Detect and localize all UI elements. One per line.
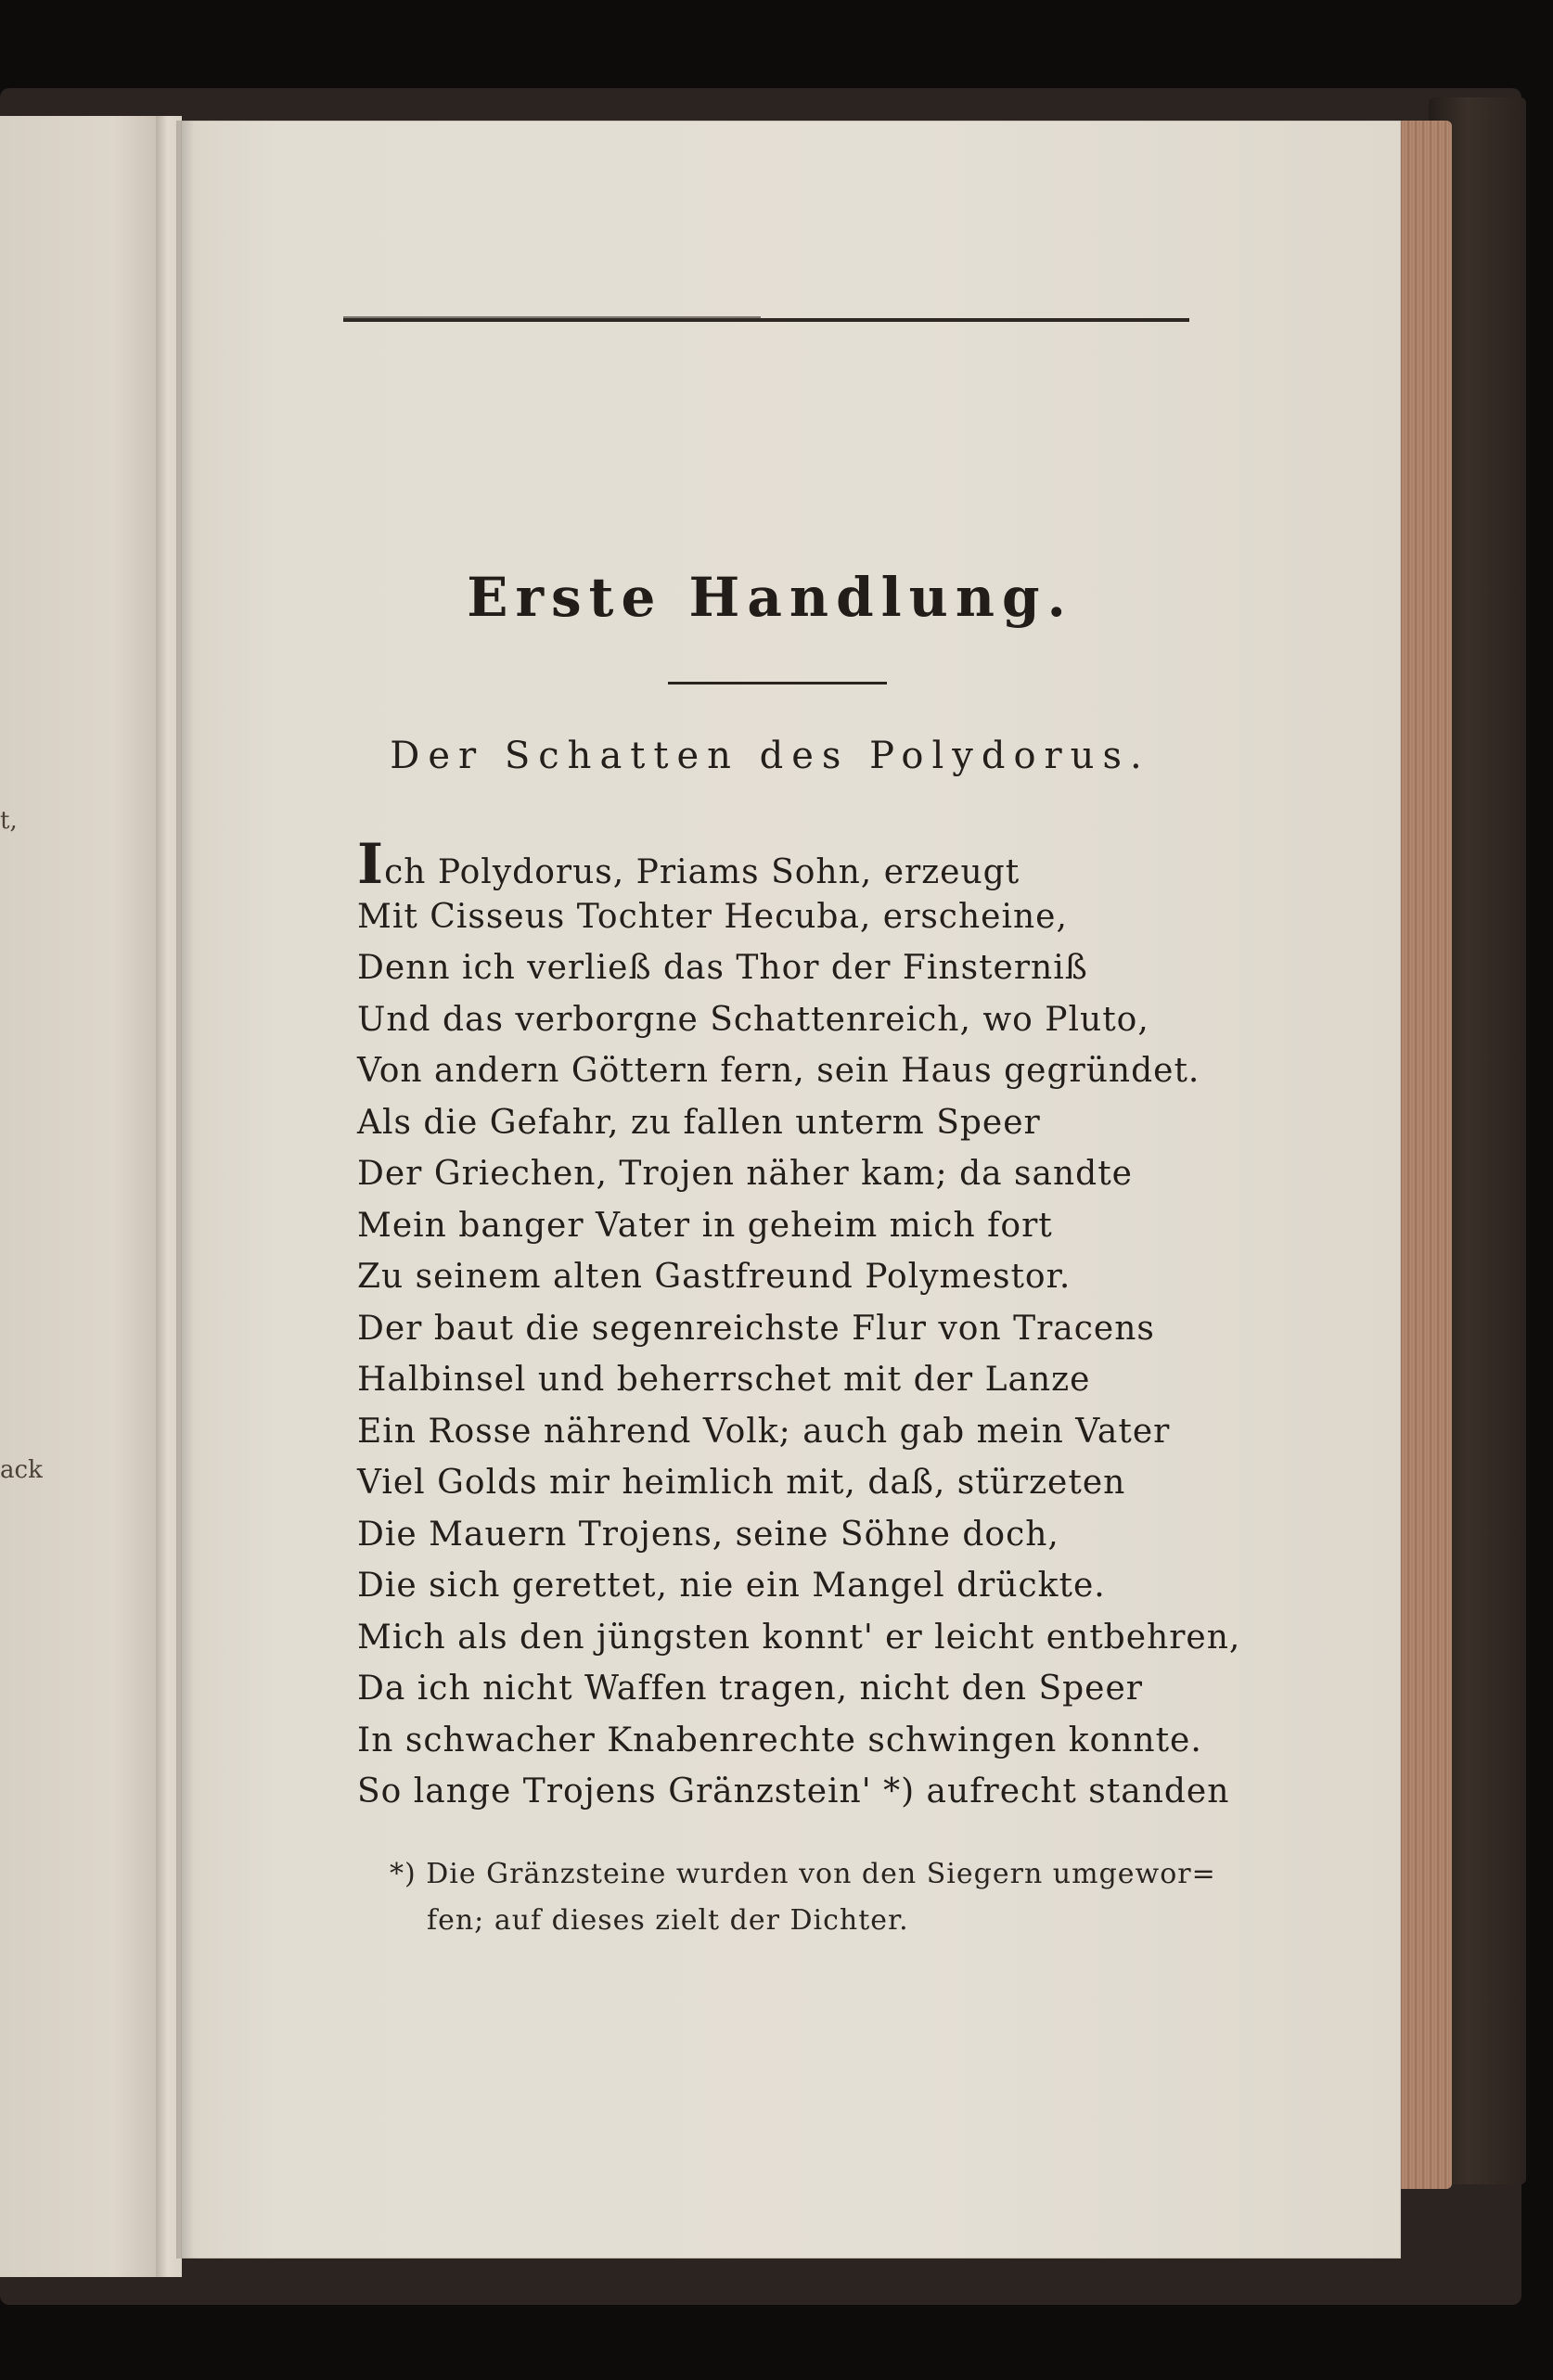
verse-line: Die Mauern Trojens, seine Söhne doch,	[357, 1515, 1059, 1554]
previous-page-fragment: ack	[0, 1456, 43, 1484]
footnote-line: fen; auf dieses zielt der Dichter.	[427, 1904, 909, 1937]
previous-page	[0, 116, 162, 2277]
verse-block	[357, 832, 1285, 1818]
previous-page-fragment: t,	[0, 807, 18, 835]
verse-line: Mein banger Vater in geheim mich fort	[357, 1206, 1053, 1245]
footnote-line: *) Die Gränzsteine wurden von den Siegern umgewor=	[390, 1858, 1216, 1890]
verse-line: So lange Trojens Gränzstein' *) aufrecht standen	[357, 1772, 1230, 1811]
page-fore-edge	[1396, 121, 1452, 2189]
verse-line: Ein Rosse nährend Volk; auch gab mein Vater	[357, 1412, 1171, 1451]
verse-line: Die sich gerettet, nie ein Mangel drückte.	[357, 1567, 1106, 1605]
verse-line: Von andern Göttern fern, sein Haus gegründet.	[357, 1052, 1200, 1090]
verse-line: Zu seinem alten Gastfreund Polymestor.	[357, 1258, 1072, 1296]
verse-line: Der baut die segenreichste Flur von Tracens	[357, 1309, 1155, 1348]
title-divider	[668, 682, 887, 685]
scene-subtitle: Der Schatten des Polydorus.	[390, 735, 1150, 777]
verse-line: Da ich nicht Waffen tragen, nicht den Speer	[357, 1670, 1143, 1708]
spine-shadow	[176, 121, 195, 2258]
verse-line: Denn ich verließ das Thor der Finsterniß	[357, 949, 1088, 987]
verse-line: Halbinsel und beherrschet mit der Lanze	[357, 1361, 1091, 1399]
verse-line: In schwacher Knabenrechte schwingen konnte.	[357, 1721, 1202, 1759]
footnote	[390, 1851, 1225, 1944]
verse-line: Viel Golds mir heimlich mit, daß, stürzeten	[357, 1464, 1126, 1502]
verse-line: Als die Gefahr, zu fallen unterm Speer	[357, 1103, 1041, 1142]
header-rule	[343, 318, 1189, 322]
verse-line: Mich als den jüngsten konnt' er leicht entbehren,	[357, 1618, 1241, 1657]
verse-line: Der Griechen, Trojen näher kam; da sandte	[357, 1155, 1133, 1193]
verse-line: Ich Polydorus, Priams Sohn, erzeugt	[357, 832, 1020, 897]
verse-line: Mit Cisseus Tochter Hecuba, erscheine,	[357, 897, 1068, 936]
page-title: Erste Handlung.	[467, 566, 1073, 629]
verse-line: Und das verborgne Schattenreich, wo Pluto,	[357, 1000, 1149, 1039]
